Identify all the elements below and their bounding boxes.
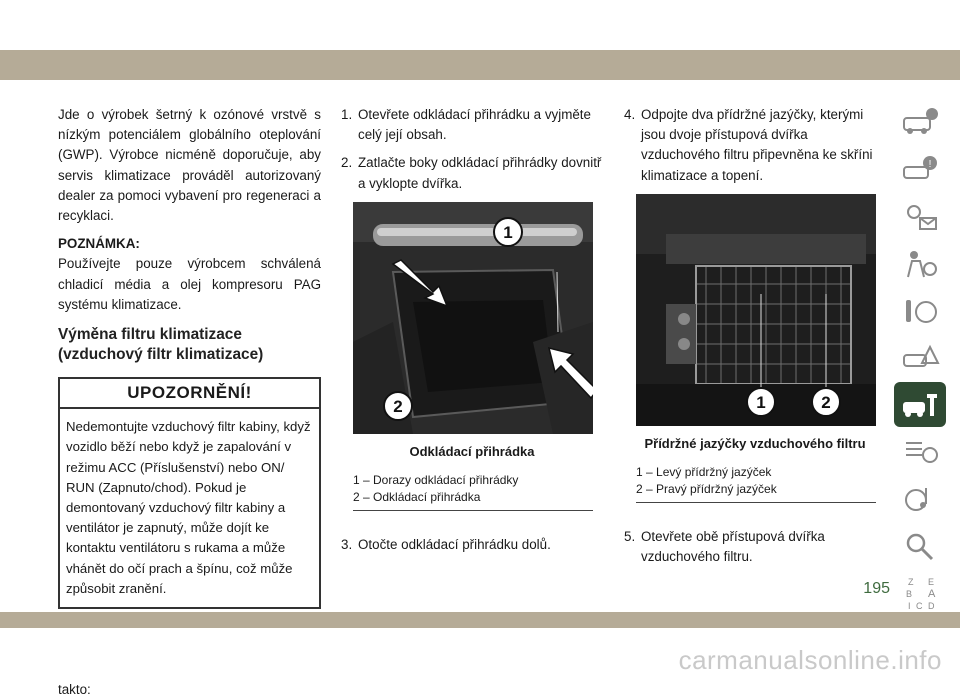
- svg-text:B: B: [906, 588, 913, 599]
- warning-heading: UPOZORNĚNÍ!: [60, 379, 319, 409]
- watermark: carmanualsonline.info: [678, 645, 942, 675]
- figure-caption: Přídržné jazýčky vzduchového filtru: [644, 435, 866, 451]
- filter-tabs-photo: [636, 194, 876, 426]
- seatbelt-airbag-icon[interactable]: [894, 241, 946, 286]
- legend-item: 2 – Pravý přídržný jazýček: [636, 482, 777, 497]
- note-text: Používejte pouze výrobcem schválená chladicí média a olej kompresoru PAG systému klimatizace.: [58, 256, 321, 312]
- step-item: 5. Otevřete obě přístupová dvířka vzduchového filtru.: [624, 529, 825, 565]
- svg-text:Z: Z: [908, 576, 914, 587]
- music-phone-icon[interactable]: [894, 476, 946, 521]
- svg-text:E: E: [928, 576, 935, 587]
- hazard-car-icon[interactable]: [894, 335, 946, 380]
- step-item: 2. Zatlačte boky odkládací přihrádky dovnitř a vyklopte dvířka.: [341, 155, 602, 191]
- note-heading: POZNÁMKA:: [58, 236, 140, 252]
- header-band: [0, 50, 960, 80]
- footer-band: [0, 612, 960, 628]
- car-tools-icon[interactable]: [894, 382, 946, 427]
- step-item: 4. Odpojte dva přídržné jazýčky, kterými jsou dvoje přístupová dvířka vzduchového filtru připevněna ke skříni klimatizace a topení.: [624, 107, 873, 183]
- page-number: 195: [863, 580, 890, 597]
- alphabet-index-icon[interactable]: [894, 570, 946, 615]
- column-2: [341, 105, 603, 563]
- legend-item: 1 – Levý přídržný jazýček: [636, 465, 772, 480]
- warning-light-icon[interactable]: [894, 147, 946, 192]
- step-item: 3. Otočte odkládací přihrádku dolů.: [341, 537, 551, 553]
- steps-list: [341, 535, 603, 555]
- svg-text:D: D: [928, 600, 935, 611]
- glovebox-figure: [353, 202, 593, 434]
- section-title: Výměna filtru klimatizace (vzduchový filtr klimatizace): [58, 326, 264, 364]
- search-icon[interactable]: [894, 523, 946, 568]
- svg-text:C: C: [916, 600, 923, 611]
- legend-item: 2 – Odkládací přihrádka: [353, 490, 481, 505]
- top-margin: [0, 0, 960, 50]
- callout-1: 1: [756, 392, 766, 412]
- svg-text:I: I: [908, 600, 911, 611]
- column-1: [58, 105, 321, 700]
- filter-location-paragraph: takto:: [58, 681, 91, 697]
- warning-text: Nedemontujte vzduchový filtr kabiny, když vozidlo běží nebo když je zapalování v režimu ACC (Příslušenství) nebo ON/ RUN (Zapnuto/chod). Pokud je demontovaný vzduchový filtr kabiny a ventilátor je zapnutý, může dojít ke kontaktu ventilátoru s rukama a může vhánět do očí prach a špínu, což může způsobit zranění.: [66, 419, 311, 596]
- intro-paragraph: Jde o výrobek šetrný k ozónové vrstvě s nízkým potenciálem globálního oteplování (GWP). Výrobce nicméně doporučuje, aby servis klimatizace prováděl autorizovaný dealer za pomoci vybavení pro regeneraci a recyklaci.: [58, 107, 321, 224]
- sun-mail-icon[interactable]: [894, 194, 946, 239]
- legend-item: 1 – Dorazy odkládací přihrádky: [353, 473, 519, 488]
- car-info-icon[interactable]: [894, 100, 946, 145]
- warning-box: [58, 377, 321, 609]
- step-item: 1. Otevřete odkládací přihrádku a vyjměte celý její obsah.: [341, 107, 591, 143]
- steps-list: [341, 105, 603, 194]
- svg-text:!: !: [928, 158, 932, 170]
- steps-list: [624, 527, 886, 567]
- wheel-key-icon[interactable]: [894, 288, 946, 333]
- steps-list: [624, 105, 886, 186]
- figure-legend: [353, 472, 603, 510]
- callout-2: 2: [393, 396, 403, 416]
- figure-rule: [636, 502, 876, 503]
- callout-1: 1: [503, 222, 513, 242]
- chapter-sidebar: [894, 100, 946, 617]
- figure-caption: Odkládací přihrádka: [409, 443, 535, 459]
- callout-2: 2: [821, 392, 831, 412]
- column-3: [624, 105, 886, 575]
- list-gear-icon[interactable]: [894, 429, 946, 474]
- figure-legend: [636, 464, 886, 502]
- filter-tabs-figure: [636, 194, 876, 426]
- glovebox-photo: [353, 202, 593, 434]
- figure-rule: [353, 510, 593, 511]
- svg-text:A: A: [928, 587, 936, 600]
